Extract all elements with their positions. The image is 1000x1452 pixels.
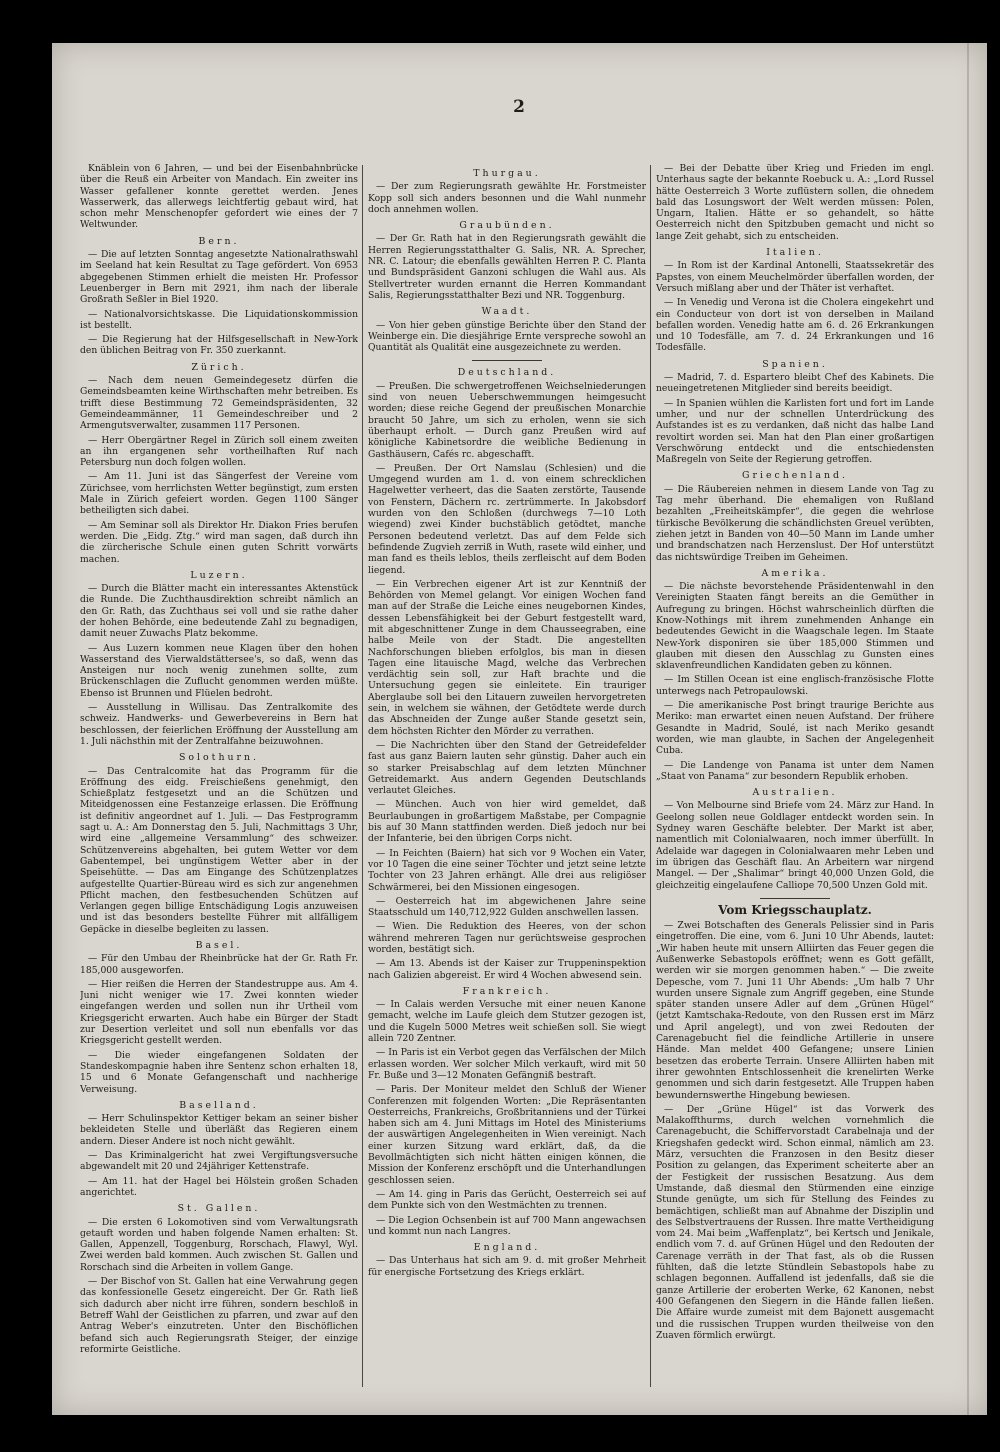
column-1 — [80, 163, 358, 1393]
section-heading: Amerika. — [761, 567, 829, 579]
article-paragraph: — Hier reißen die Herren der Standestruppe aus. Am 4. Juni nicht weniger wie 17. Zwei konnten wieder eingefangen werden und sollen nun ihr Urtheil vom Kriegsgericht erwarten. Auch habe ein Bürger der Stadt zur Desertion verleitet und soll nun ebenfalls vor das Kriegsgericht gestellt werden. — [80, 978, 358, 1047]
section-heading: Australien. — [752, 787, 838, 799]
page-number: 2 — [513, 97, 526, 117]
article-paragraph: — Madrid, 7. d. Espartero bleibt Chef des Kabinets. Die neueingetretenen Mitglieder sind bereits beeidigt. — [656, 372, 934, 395]
section-separator — [760, 898, 830, 899]
article-paragraph: — In Rom ist der Kardinal Antonelli, Staatssekretär des Papstes, von einem Meuchelmörder überfallen worden, der Versuch mißlang aber und der Thäter ist verhaftet. — [656, 260, 934, 294]
article-paragraph: — Ausstellung in Willisau. Das Zentralkomite des schweiz. Handwerks- und Gewerbevereins in Bern hat beschlossen, der feierlichen Eröffnung der Ausstellung am 1. Juli nächsthin mit der Zentralfahne beizuwohnen. — [80, 702, 358, 747]
article-paragraph: — Nationalvorsichtskasse. Die Liquidationskommission ist bestellt. — [80, 308, 358, 331]
section-heading: Basel. — [195, 940, 243, 951]
article-paragraph: — Der Gr. Rath hat in den Regierungsrath gewählt die Herren Regierungsstatthalter G. Salis, NR. A. Sprecher, NR. C. Latour; die ebenfalls gewählten Herren P. C. Planta und Bundspräsident Ganzoni schlugen die Wahl aus. Als Stellvertreter wurden ernannt die Herren Kommandant Salis, Regierungsstatthalter Bezi und NR. Toggenburg. — [368, 233, 646, 301]
article-paragraph: — Ein Verbrechen eigener Art ist zur Kenntniß der Behörden von Memel gelangt. Vor einigen Wochen fand man auf der Straße die Leiche eines neugebornen Kindes, dessen Lebensfähigkeit bei der Geburt festgestellt ward, mit abgeschnittener Zunge in dem Chausseegraben, eine halbe Meile von der Stadt. Die angestellten Nachforschungen blieben erfolglos, bis man in diesen Tagen eine litauische Magd, welche das Verbrechen verdächtig sein soll, zur Haft brachte und die Untersuchung gegen sie einleitete. Ein trauriger Aberglaube soll bei den Litauern zuweilen hervorgetreten sein, in welchem sie wähnen, der Getödtete werde durch das Abschneiden der Zunge außer Stande gesetzt sein, dem höchsten Richter den Mörder zu verrathen. — [368, 578, 646, 737]
article-paragraph: — Die Räubereien nehmen in diesem Lande von Tag zu Tag mehr überhand. Die ehemaligen von Rußland bezahlten „Freiheitskämpfer“, die gegen die wehrlose türkische Bevölkerung die schändlichsten Greuel verübten, ziehen jetzt in Banden von 40—50 Mann im Lande umher und brandschatzen nach Herzenslust. Der Hof unterstützt das nichtswürdige Treiben im Geheimen. — [656, 483, 934, 563]
article-paragraph: — Die Legion Ochsenbein ist auf 700 Mann angewachsen und kommt nun nach Langres. — [368, 1214, 646, 1237]
article-paragraph: — In Spanien wühlen die Karlisten fort und fort im Lande umher, und nur der schnellen Unterdrückung des Aufstandes ist es zu verdanken, daß nicht das halbe Land revoltirt worden sei. Man hat den Plan einer großartigen Verschwörung entdeckt und die entschiedensten Maßregeln von Seite der Regierung getroffen. — [656, 397, 934, 466]
article-paragraph: — Der „Grüne Hügel“ ist das Vorwerk des Malakoffthurms, durch welchen vornehmlich die Carenagebucht, die Schiffervorstadt Carabelnaja und der Kriegshafen gedeckt wird. Schon einmal, nämlich am 23. März, versuchten die Franzosen in den Besitz dieser Position zu gelangen, das Experiment scheiterte aber an der Festigkeit der russischen Besatzung. Aus dem Umstande, daß diesmal den Stürmenden eine einzige Stunde genügte, um sich für Stellung des Feindes zu bemächtigen, schließt man auf Abnahme der Disziplin und des Selbstvertrauens der Russen. Ihre matte Vertheidigung vom 24. Mai beim „Waffenplatz“, bei Kertsch und Jenikale, endlich vom 7. d. auf Grünen Hügel und den Redouten der Carenage verräth in der That fast, als ob die Russen fühlten, daß die letzte Stündlein Sebastopols habe zu schlagen begonnen. Auffallend ist jedenfalls, daß sie die ganze Artillerie der eroberten Werke, 62 Kanonen, nebst 400 Gefangenen den Siegern in die Hände fallen ließen. Die Affaire wurde zumeist mit dem Bajonett ausgemacht und die russischen Truppen wurden theilweise von den Zuaven förmlich erwürgt. — [656, 1103, 934, 1341]
article-paragraph: — Am 14. ging in Paris das Gerücht, Oesterreich sei auf dem Punkte sich von den Westmächten zu trennen. — [368, 1188, 646, 1212]
newspaper-page — [52, 43, 987, 1415]
article-paragraph: — Das Centralcomite hat das Programm für die Eröffnung des eidg. Freischießens genehmigt, den Schießplatz festgesetzt und an die Schützen und Miteidgenossen eine Festanzeige erlassen. Die Eröffnung ist definitiv angeordnet auf 1. Juli. — Das Festprogramm sagt u. A.: Am Donnerstag den 5. Juli, Nachmittags 3 Uhr, wird eine „allgemeine Versammlung“ des schweizer. Schützenvereins abgehalten, bei gutem Wetter vor dem Gabentempel, bei ungünstigem Wetter aber in der Speisehütte. — Das am Eingange des Schützenplatzes aufgestellte Quartier-Büreau wird es sich zur angenehmen Pflicht machen, den festbesuchenden Schützen auf Verlangen gegen billige Entschädigung Logis anzuweisen und ist das besonders bestellte Führer mit allfälligem Gepäcke in dieselbe begleiten zu lassen. — [80, 765, 358, 935]
article-paragraph: — Herr Obergärtner Regel in Zürich soll einem zweiten an ihn ergangenen sehr vortheilhaften Ruf nach Petersburg nun doch folgen wollen. — [80, 434, 358, 469]
section-heading: St. Gallen. — [177, 1203, 261, 1215]
article-paragraph: — Nach dem neuen Gemeindegesetz dürfen die Gemeindsbeamten keine Wirthschaften mehr betreiben. Es trifft diese Bestimmung 72 Gemeindspräsidenten, 32 Gemeindeammänner, 11 Gemeindeschreiber und 2 Armengutsverwalter, zusammen 117 Personen. — [80, 375, 358, 432]
section-heading: Italien. — [766, 247, 824, 259]
column-rule — [650, 165, 651, 1387]
column-rule — [362, 165, 363, 1387]
article-paragraph: — Preußen. Der Ort Namslau (Schlesien) und die Umgegend wurden am 1. d. von einem schrecklichen Hagelwetter verheert, das die Saaten zerstörte, Tausende von Fenstern, Dächern rc. zertrümmerte. In Jakobsdorf wurden von den Schloßen (durchwegs 7—10 Loth wiegend) zwei Kinder buchstäblich getödtet, manche Personen bedeutend verletzt. Das auf dem Felde sich befindende Zugvieh zerriß in Wuth, rasete wild einher, und man fand es theils leblos, theils zerfleischt auf dem Boden liegend. — [368, 462, 646, 576]
article-paragraph: — Das Kriminalgericht hat zwei Vergiftungsversuche abgewandelt mit 20 und 24jähriger Kettenstrafe. — [80, 1150, 358, 1173]
section-heading: Solothurn. — [178, 752, 260, 764]
section-heading: Vom Kriegsschauplatz. — [718, 902, 872, 917]
article-paragraph: — In Calais werden Versuche mit einer neuen Kanone gemacht, welche im Laufe gleich dem Stutzer gezogen ist, und die Kugeln 5000 Metres weit schießen soll. Sie wiegt allein 720 Zentner. — [368, 999, 646, 1045]
section-separator — [472, 360, 542, 361]
article-paragraph: — München. Auch von hier wird gemeldet, daß Beurlaubungen in großartigem Maßstabe, per Compagnie bis auf 30 Mann stattfinden werden. Dieß jedoch nur bei der Infanterie, bei den übrigen Corps nicht. — [368, 799, 646, 845]
section-heading: Waadt. — [481, 306, 533, 318]
article-paragraph: — Am 11. hat der Hagel bei Hölstein großen Schaden angerichtet. — [80, 1175, 358, 1198]
article-paragraph: — Von hier geben günstige Berichte über den Stand der Weinberge ein. Die diesjährige Ernte verspreche sowohl an Quantität als Qualität eine ausgezeichnete zu werden. — [368, 319, 646, 354]
article-paragraph: — Oesterreich hat im abgewichenen Jahre seine Staatsschuld um 140,712,922 Gulden anschwellen lassen. — [368, 895, 646, 919]
article-paragraph: — Wien. Die Reduktion des Heeres, von der schon während mehreren Tagen nur gerüchtsweise gesprochen worden, bestätigt sich. — [368, 921, 646, 955]
section-heading: Deutschland. — [457, 367, 557, 379]
article-paragraph: — Am 11. Juni ist das Sängerfest der Vereine vom Zürichsee, vom herrlichsten Wetter begünstigt, zum ersten Male in Zürich gefeiert worden. Gegen 1100 Sänger betheiligten sich dabei. — [80, 471, 358, 517]
article-paragraph: — Im Stillen Ocean ist eine englisch-französische Flotte unterwegs nach Petropaulowski. — [656, 674, 934, 697]
article-paragraph: — Das Unterhaus hat sich am 9. d. mit großer Mehrheit für energische Fortsetzung des Kriegs erklärt. — [368, 1255, 646, 1278]
article-paragraph: — Bei der Debatte über Krieg und Frieden im engl. Unterhaus sagte der bekannte Roebuck u. A.: „Lord Russel hätte Oesterreich 3 Worte zuflüstern sollen, die ohnedem bald das Losungswort der Welt werden müssen: Polen, Ungarn, Italien. Hätte er so gehandelt, so hätte Oesterreich nicht den Spitzbuben gemacht und nicht so lange Zeit gehabt, sich zu entscheiden. — [656, 163, 934, 242]
section-heading: Luzern. — [190, 569, 248, 581]
article-paragraph: — Der Bischof von St. Gallen hat eine Verwahrung gegen das konfessionelle Gesetz eingereicht. Der Gr. Rath ließ sich dadurch aber nicht irre führen, sondern beschloß in Betreff Wahl der Geistlichen zu pfarren, und zwar auf den Antrag Weber's einzutreten. Unter den Bischöflichen befand sich auch Regierungsrath Steiger, der einzige reformirte Geistliche. — [80, 1276, 358, 1355]
article-paragraph: — Preußen. Die schwergetroffenen Weichselniederungen sind von neuen Ueberschwemmungen heimgesucht worden; diese reiche Gegend der preußischen Monarchie braucht 50 Jahre, um sich zu erholen, wenn sie sich überhaupt erholt. — Durch ganz Preußen wird auf königliche Kabinetsordre die weibliche Bedienung in Gasthäusern, Cafés rc. abgeschafft. — [368, 380, 646, 460]
article-paragraph: — In Paris ist ein Verbot gegen das Verfälschen der Milch erlassen worden. Wer solcher Milch verkauft, wird mit 50 Fr. Buße und 3—12 Monaten Gefängniß bestraft. — [368, 1047, 646, 1081]
article-paragraph: — Für den Umbau der Rheinbrücke hat der Gr. Rath Fr. 185,000 ausgeworfen. — [80, 953, 358, 976]
section-heading: Baselland. — [179, 1099, 259, 1111]
section-heading: Zürich. — [191, 361, 247, 373]
article-paragraph: — Am 13. Abends ist der Kaiser zur Truppeninspektion nach Galizien abgereist. Er wird 4 Wochen abwesend sein. — [368, 958, 646, 981]
article-paragraph: — Die amerikanische Post bringt traurige Berichte aus Meriko: man erwartet einen neuen Aufstand. Der frühere Gesandte in Madrid, Soulé, ist nach Meriko gesandt worden, wie man glaubte, in Sachen der Angelegenheit Cuba. — [656, 700, 934, 757]
article-paragraph: — Die Nachrichten über den Stand der Getreidefelder fast aus ganz Baiern lauten sehr günstig. Daher auch ein so starker Preisabschlag auf dem letzten Münchner Getreidemarkt. Aus andern Gegenden Deutschlands verlautet Gleiches. — [368, 739, 646, 797]
column-2 — [368, 163, 646, 1393]
article-paragraph: — Die nächste bevorstehende Präsidentenwahl in den Vereinigten Staaten fängt bereits an die Gemüther in Aufregung zu bringen. Höchst wahrscheinlich dürften die Know-Nothings mit ihrem zunehmenden Anhange ein bedeutendes Gewicht in die Waagschale legen. Im Staate New-York disponiren sie über 185,000 Stimmen und glauben mit diesen den Ausschlag zu Gunsten eines sklavenfreundlichen Kandidaten geben zu können. — [656, 581, 934, 672]
article-paragraph: — Die Regierung hat der Hilfsgesellschaft in New-York den üblichen Beitrag von Fr. 350 zuerkannt. — [80, 334, 358, 357]
article-paragraph: — Der zum Regierungsrath gewählte Hr. Forstmeister Kopp soll sich anders besonnen und die Wahl nunmehr doch annehmen wollen. — [368, 181, 646, 215]
article-paragraph: — Herr Schulinspektor Kettiger bekam an seiner bisher bekleideten Stelle und überläßt das Regieren einem andern. Dieser Andere ist noch nicht gewählt. — [80, 1113, 358, 1147]
article-paragraph: — Am Seminar soll als Direktor Hr. Diakon Fries berufen werden. Die „Eidg. Ztg.“ wird man sagen, daß durch ihn die zürcherische Schule einen guten Schritt vorwärts machen. — [80, 519, 358, 565]
article-paragraph: — Die auf letzten Sonntag angesetzte Nationalrathswahl im Seeland hat kein Resultat zu Tage gefördert. Von 6953 abgegebenen Stimmen erhielt die meisten Hr. Professor Leuenberger in Bern mit 2921, ihm nach der liberale Großrath Seßler in Biel 1920. — [80, 249, 358, 306]
column-3 — [656, 163, 934, 1393]
section-heading: Thurgau. — [473, 168, 541, 179]
section-heading: England. — [473, 1242, 541, 1254]
section-heading: Bern. — [198, 235, 240, 247]
article-paragraph: — Die wieder eingefangenen Soldaten der Standeskompagnie haben ihre Sentenz schon erhalten 18, 15 und 6 Monate Gefangenschaft und nachherige Verweisung. — [80, 1049, 358, 1095]
article-paragraph: — Die ersten 6 Lokomotiven sind vom Verwaltungsrath getauft worden und haben folgende Namen erhalten: St. Gallen, Appenzell, Toggenburg, Rorschach, Flawyl, Wyl. Zwei werden bald kommen. Auch zwischen St. Gallen und Rorschach sind die Arbeiten in vollem Gange. — [80, 1216, 358, 1273]
article-paragraph: — Von Melbourne sind Briefe vom 24. März zur Hand. In Geelong sollen neue Goldlager entdeckt worden sein. In Sydney waren Geschäfte belebter. Der Markt ist aber, namentlich mit Colonialwaaren, noch immer überfüllt. In Adelaide war dagegen in Colonialwaaren mehr Leben und im übrigen das Geschäft flau. An Arbeitern war nirgend Mangel. — Der „Shalimar“ bringt 40,000 Unzen Gold, die gleichzeitig eingelaufene Calliope 70,500 Unzen Gold mit. — [656, 800, 934, 891]
article-paragraph: — Die Landenge von Panama ist unter dem Namen „Staat von Panama“ zur besondern Republik erhoben. — [656, 759, 934, 782]
article-paragraph: Knäblein von 6 Jahren, — und bei der Eisenbahnbrücke über die Reuß ein Arbeiter von Mandach. Ein zweiter ins Wasser gefallener konnte gerettet werden. Jenes Wasserwerk, das allerwegs leichtfertig gebaut wird, hat schon mehr Menschenopfer gefordert wie eines der 7 Weltwunder. — [80, 163, 358, 231]
article-paragraph: — Paris. Der Moniteur meldet den Schluß der Wiener Conferenzen mit folgenden Worten: „Die Repräsentanten Oesterreichs, Frankreichs, Großbritanniens und der Türkei haben sich am 4. Juni Mittags im Hotel des Ministeriums der auswärtigen Angelegenheiten in Wien vereinigt. Nach einer kurzen Sitzung ward erklärt, daß, da die Bevollmächtigten sich nicht hätten einigen können, die Mission der Konferenz erschöpft und die Unterhandlungen geschlossen seien. — [368, 1084, 646, 1186]
section-heading: Spanien. — [762, 358, 828, 370]
section-heading: Griechenland. — [742, 470, 848, 482]
article-paragraph: — Aus Luzern kommen neue Klagen über den hohen Wasserstand des Vierwaldstättersee's, so daß, wenn das Ansteigen nur noch wenig zunehmen sollte, zum Brückenschlagen die Zuflucht genommen werden müßte. Ebenso ist Brunnen und Flüelen bedroht. — [80, 642, 358, 699]
article-paragraph: — In Venedig und Verona ist die Cholera eingekehrt und ein Conducteur von dort ist von derselben in Mailand befallen worden. Venedig hatte am 6. d. 26 Erkrankungen und 10 Todesfälle, am 7. d. 24 Erkrankungen und 16 Todesfälle. — [656, 297, 934, 354]
section-heading: Graubünden. — [459, 220, 555, 232]
section-heading: Frankreich. — [462, 985, 552, 997]
article-paragraph: — In Feichten (Baiern) hat sich vor 9 Wochen ein Vater, vor 10 Tagen die eine seiner Töchter und jetzt seine letzte Tochter von 23 Jahren erhängt. Alle drei aus religiöser Schwärmerei, bei den Missionen eingesogen. — [368, 847, 646, 893]
article-paragraph: — Durch die Blätter macht ein interessantes Aktenstück die Runde. Die Zuchthausdirektion schreibt nämlich an den Gr. Rath, das Zuchthaus sei voll und sie rathe daher der hohen Behörde, eine bedeutende Zahl zu begnadigen, damit neuer Zuwachs Platz bekomme. — [80, 583, 358, 640]
article-paragraph: — Zwei Botschaften des Generals Pelissier sind in Paris eingetroffen. Die eine, vom 6. Juni 10 Uhr Abends, lautet: „Wir haben heute mit unsern Alliirten das Feuer gegen die Außenwerke Sebastopols eröffnet; wenn es Gott gefällt, werden wir sie morgen genommen haben.“ — Die zweite Depesche, vom 7. Juni 11 Uhr Abends: „Um halb 7 Uhr wurden unsere Signale zum Angriff gegeben, eine Stunde später standen unsere Adler auf dem „Grünen Hügel“ (jetzt Kamtschaka-Redoute, von den Russen erst im März und April angelegt), und von zwei Redouten der Carenagebucht fiel die feindliche Artillerie in unsere Hände. Man meldet 400 Gefangene; unsere Linien besetzen das eroberte Terrain. Unsere Alliirten haben mit ihrer gewohnten Entschlossenheit die krenelirten Werke genommen und sich darin festgesetzt. Alle Truppen haben bewundernswerthe Hingebung bewiesen. — [656, 920, 934, 1101]
